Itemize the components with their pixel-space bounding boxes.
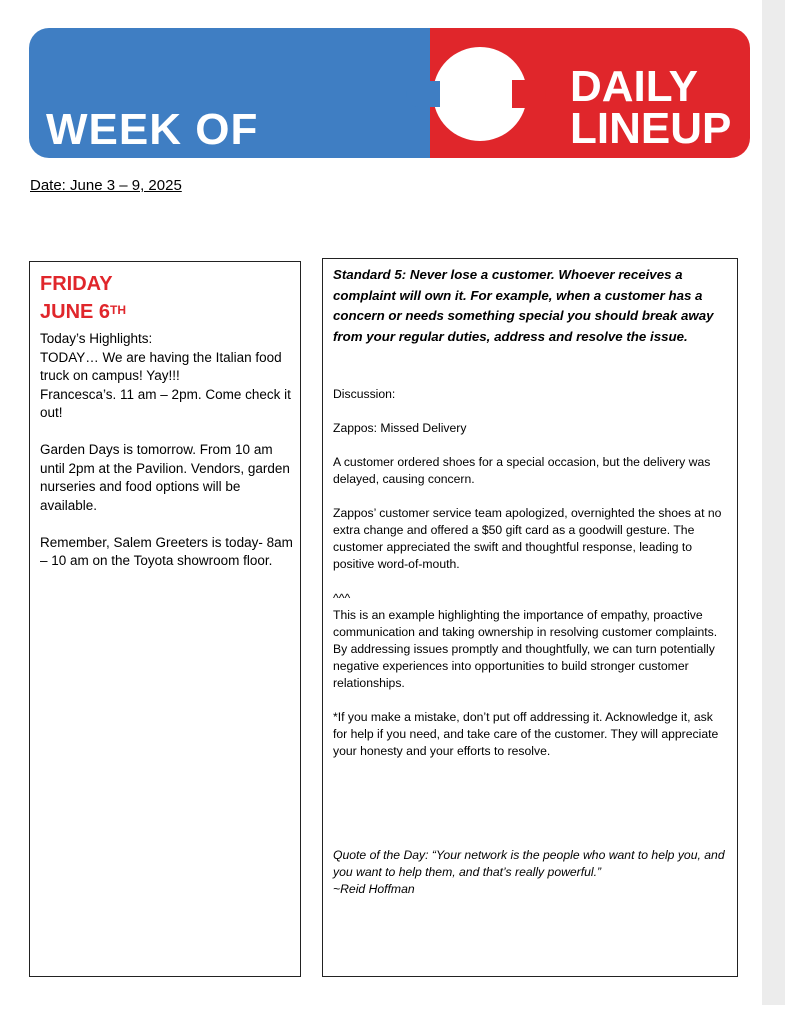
standard-statement: Standard 5: Never lose a customer. Whoever receives a complaint will own it. For example, when a customer has a concern or needs something special you should break away from your regular duties, address and resolve the issue.: [333, 267, 714, 344]
paragraph-gap: [40, 515, 298, 534]
highlights-text: [40, 330, 298, 571]
example-resolution: Zappos’ customer service team apologized, overnighted the shoes at no extra change and offered a $50 gift card as a goodwill gesture. The customer appreciated the swift and thoughtful response, leading to positive word-of-mouth.: [333, 506, 722, 571]
paragraph-gap: [333, 692, 729, 709]
page-bottom-edge: [0, 1005, 785, 1024]
daily-lineup-line2: LINEUP: [570, 104, 732, 153]
quote-text: Quote of the Day: “Your network is the people who want to help you, and you want to help them, and that’s really powerful.”: [333, 848, 725, 879]
highlight-francescas: Francesca’s. 11 am – 2pm. Come check it out!: [40, 386, 291, 420]
puzzle-nub-blue: [406, 81, 440, 107]
highlight-food-truck: TODAY… We are having the Italian food truck on campus! Yay!!!: [40, 349, 282, 383]
daily-lineup-line1: DAILY: [570, 62, 698, 111]
caret-separator: ^^^: [333, 591, 351, 605]
day-panel: [29, 261, 301, 977]
paragraph-gap: [333, 403, 729, 420]
paragraph-gap: [40, 423, 298, 442]
scrollbar-gutter[interactable]: [762, 0, 785, 1005]
highlight-salem-greeters: Remember, Salem Greeters is today- 8am – 10 am on the Toyota showroom floor.: [40, 534, 293, 568]
highlights-label: Today’s Highlights:: [40, 331, 153, 346]
day-date: [40, 298, 126, 326]
example-takeaway: This is an example highlighting the importance of empathy, proactive communication and taking ownership in resolving customer complaints. By addressing issues promptly and thoughtfully, we can turn potentially negative experiences into opportunities to build stronger customer relationships.: [333, 608, 718, 690]
paragraph-gap: [333, 437, 729, 454]
discussion-text: [333, 386, 729, 760]
example-problem: A customer ordered shoes for a special occasion, but the delivery was delayed, causing concern.: [333, 455, 711, 486]
paragraph-gap: [333, 573, 729, 590]
day-name: FRIDAY: [40, 273, 113, 295]
example-title: Zappos: Missed Delivery: [333, 421, 467, 435]
standard-panel: [322, 258, 738, 977]
highlight-garden-days: Garden Days is tomorrow. From 10 am until 2pm at the Pavilion. Vendors, garden nurseries and food options will be available.: [40, 442, 290, 513]
quote-of-the-day: [333, 847, 729, 898]
day-heading: [40, 270, 126, 326]
mistake-advice: *If you make a mistake, don’t put off addressing it. Acknowledge it, ask for help if you need, and take care of the customer. They will appreciate your honesty and your efforts to resolve.: [333, 710, 719, 758]
puzzle-knob-red: [512, 80, 546, 108]
day-date-main: JUNE 6: [40, 301, 111, 323]
daily-lineup-title: [570, 62, 732, 153]
day-date-suffix: TH: [110, 303, 127, 317]
quote-author: ~Reid Hoffman: [333, 882, 415, 896]
week-of-title: WEEK OF: [46, 105, 259, 154]
discussion-label: Discussion:: [333, 387, 396, 401]
paragraph-gap: [333, 488, 729, 505]
date-range: Date: June 3 – 9, 2025: [30, 177, 182, 194]
